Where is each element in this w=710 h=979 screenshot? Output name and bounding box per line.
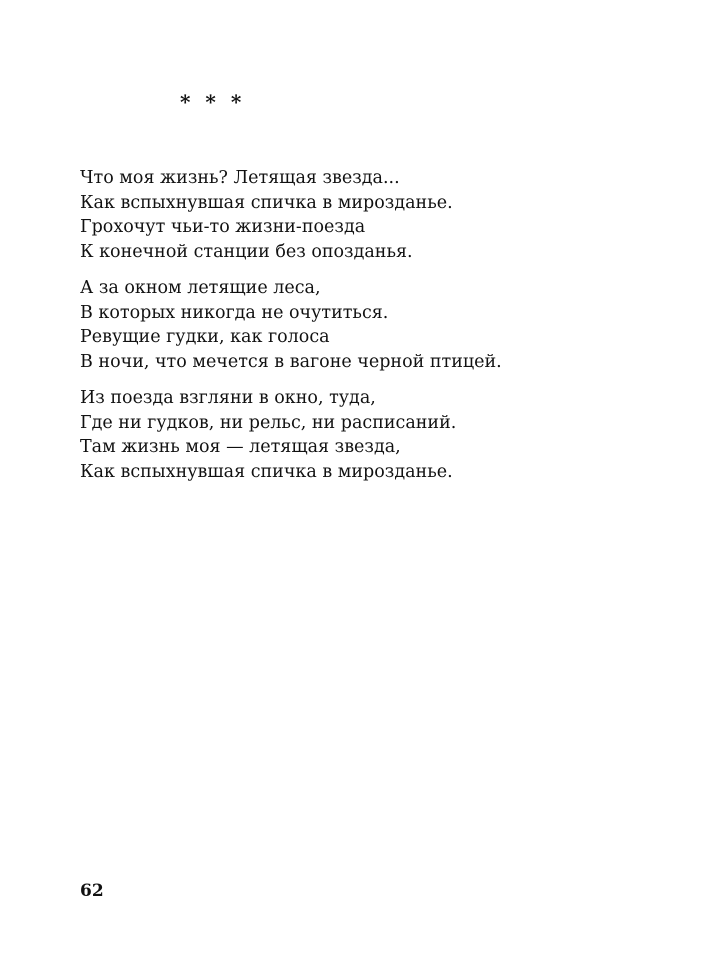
poem-line: Грохочут чьи-то жизни-поезда (80, 217, 366, 237)
poem-line: В которых никогда не очутиться. (80, 302, 389, 323)
poem-line: Ревущие гудки, как голоса (80, 327, 330, 347)
poem (80, 166, 680, 496)
poem-line: К конечной станции без опозданья. (80, 241, 413, 262)
poem-line: В ночи, что мечется в вагоне черной птицей. (80, 351, 502, 372)
stanza (80, 386, 680, 484)
poem-line: Что моя жизнь? Летящая звезда... (80, 168, 400, 188)
poem-line: Где ни гудков, ни рельс, ни расписаний. (80, 412, 457, 433)
section-separator: * * * (180, 90, 246, 114)
poem-line: Из поезда взгляни в окно, туда, (80, 388, 376, 408)
poem-line: Как вспыхнувшая спичка в мирозданье. (80, 192, 453, 213)
poem-line: А за окном летящие леса, (80, 278, 321, 298)
poem-line: Там жизнь моя — летящая звезда, (80, 437, 401, 457)
poem-line: Как вспыхнувшая спичка в мирозданье. (80, 461, 453, 482)
stanza (80, 276, 680, 374)
stanza (80, 166, 680, 264)
page-number: 62 (80, 881, 104, 901)
